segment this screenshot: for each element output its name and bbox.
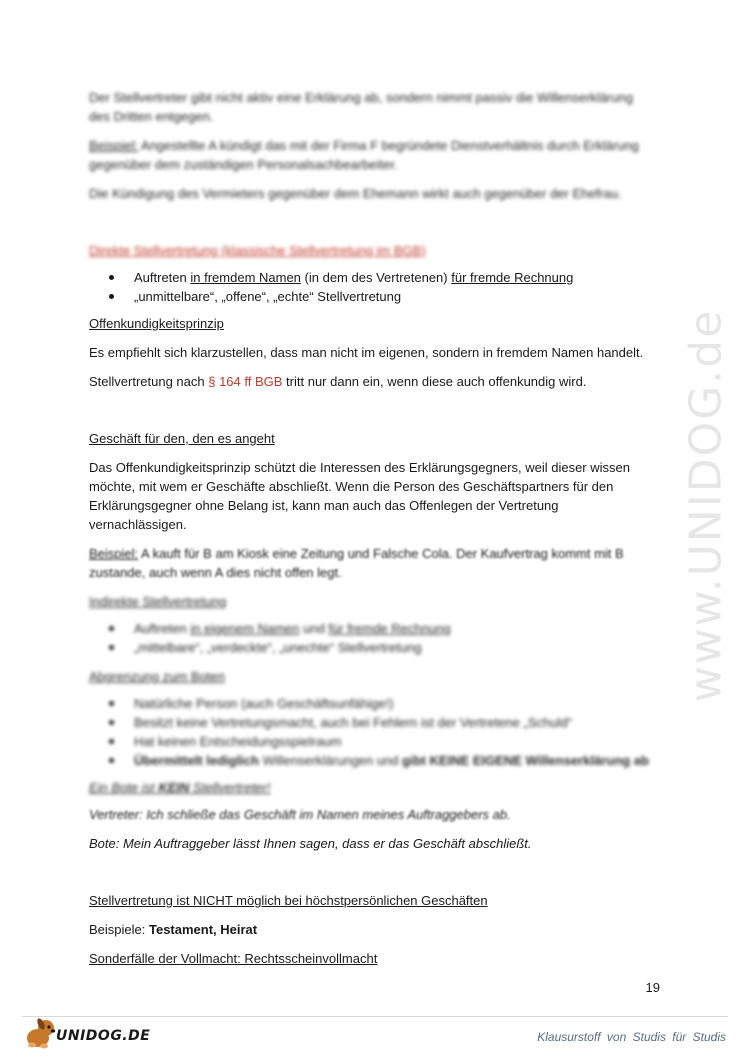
geschaeft-example: [89, 544, 649, 582]
note-text: Stellvertreter!: [189, 780, 271, 795]
list-item-underline: für fremde Rechnung: [451, 270, 574, 285]
list-item: „unmittelbare“, „offene“, „echte“ Stellvertretung: [134, 287, 649, 306]
page-number: 19: [645, 980, 660, 995]
list-item-bold: gibt KEINE EIGENE Willenserklärung ab: [402, 753, 649, 768]
list-item-underline: für fremde Rechnung: [328, 621, 451, 636]
list-item-text: Willenserklärungen und: [258, 753, 403, 768]
bote-quote: Bote: Mein Auftraggeber lässt Ihnen sagen, dass er das Geschäft abschließt.: [89, 836, 532, 851]
list-item-bold: Übermittelt lediglich: [134, 753, 259, 768]
page-content: [89, 88, 649, 968]
example-label: Beispiel:: [89, 546, 139, 561]
list-item-text: (in dem des Vertretenen): [300, 270, 452, 285]
footer-tagline: Klausurstoff von Studis für Studis: [537, 1030, 726, 1044]
blurred-paragraph-1: Der Stellvertreter gibt nicht aktiv eine Erklärung ab, sondern nimmt passiv die Willenserklärung des Dritten entgegen.: [89, 90, 634, 124]
logo-text: UNIDOG.DE: [56, 1028, 151, 1044]
vertreter-quote: Vertreter: Ich schließe das Geschäft im Namen meines Auftraggebers ab.: [89, 807, 511, 822]
list-item: [134, 751, 649, 770]
list-item-underline: in eigenem Namen: [190, 621, 300, 636]
paragraph-text: tritt nur dann ein, wenn diese auch offenkundig wird.: [282, 374, 587, 389]
list-item-text: und: [299, 621, 329, 636]
blurred-heading-indirect: Indirekte Stellvertretung: [89, 594, 227, 609]
paragraph-text: Stellvertretung nach: [89, 374, 209, 389]
list-item: [134, 619, 649, 638]
blurred-paragraph-3: Die Kündigung des Vermieters gegenüber dem Ehemann wirkt auch gegenüber der Ehefrau.: [89, 186, 622, 201]
law-reference: § 164 ff BGB: [208, 374, 283, 389]
list-item-text: Auftreten: [134, 270, 191, 285]
examples-line: [89, 920, 649, 939]
blurred-boten-list: [89, 694, 649, 770]
watermark-text: www.UNIDOG.de: [680, 308, 732, 702]
blurred-heading-boten: Abgrenzung zum Boten: [89, 669, 225, 684]
list-item-text: Auftreten: [134, 621, 191, 636]
list-item-underline: in fremdem Namen: [190, 270, 301, 285]
direct-representation-list: [89, 268, 649, 306]
note-text: Ein Bote ist: [89, 780, 159, 795]
blurred-intro: [89, 88, 649, 260]
blurred-middle: [89, 592, 649, 797]
blurred-heading-direct: Direkte Stellvertretung (klassische Stellvertretung im BGB): [89, 243, 426, 258]
list-item: [134, 268, 649, 287]
offenkundigkeit-paragraph-1: Es empfiehlt sich klarzustellen, dass man nicht im eigenen, sondern in fremdem Namen handelt.: [89, 345, 644, 360]
list-item: Besitzt keine Vertretungsmacht, auch bei Fehlern ist der Vertretene „Schuld“: [134, 713, 649, 732]
blurred-indirect-list: [89, 619, 649, 657]
unidog-logo: [22, 1016, 162, 1052]
offenkundigkeit-heading: Offenkundigkeitsprinzip: [89, 316, 224, 331]
geschaeft-heading: Geschäft für den, den es angeht: [89, 431, 275, 446]
list-item: Natürliche Person (auch Geschäftsunfähige!): [134, 694, 649, 713]
note-bold: KEIN: [158, 780, 190, 795]
final-heading: Stellvertretung ist NICHT möglich bei höchstpersönlichen Geschäften: [89, 893, 488, 908]
examples-label: Beispiele:: [89, 922, 149, 937]
blurred-paragraph-2: [89, 136, 649, 174]
list-item: „mittelbare“, „verdeckte“, „unechte“ Stellvertretung: [134, 638, 649, 657]
list-item: Hat keinen Entscheidungsspielraum: [134, 732, 649, 751]
blurred-bote-note: [89, 778, 649, 797]
blurred-example-text: Angestellte A kündigt das mit der Firma F begründete Dienstverhältnis durch Erklärung gegenüber dem zuständigen Personalsachbearbeiter.: [89, 138, 639, 172]
example-text: A kauft für B am Kiosk eine Zeitung und Falsche Cola. Der Kaufvertrag kommt mit B zustande, auch wenn A dies nicht offen legt.: [89, 546, 624, 580]
offenkundigkeit-paragraph-2: [89, 372, 649, 391]
watermark: [676, 280, 736, 730]
blurred-example-label: Beispiel:: [89, 138, 139, 153]
sonderfaelle-line: Sonderfälle der Vollmacht: Rechtsscheinvollmacht: [89, 951, 378, 966]
examples-bold: Testament, Heirat: [148, 922, 258, 937]
geschaeft-paragraph: Das Offenkundigkeitsprinzip schützt die Interessen des Erklärungsgegners, weil dieser wissen möchte, mit wem er Geschäfte abschließt. Wenn die Person des Geschäftspartners für den Erklärungsgegner ohne Belang ist, kann man auch das Offenlegen der Vertretung vernachlässigen.: [89, 460, 630, 532]
